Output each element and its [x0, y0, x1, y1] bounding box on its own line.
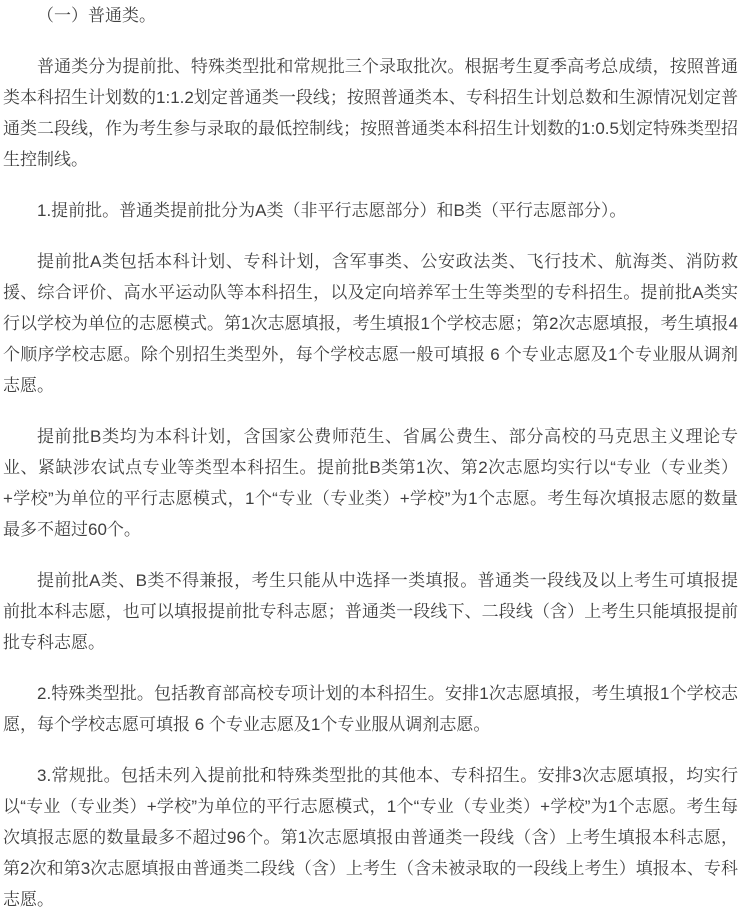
document-paragraph-item-2: 2.特殊类型批。包括教育部高校专项计划的本科招生。安排1次志愿填报，考生填报1个学校志愿，每个学校志愿可填报 6 个专业志愿及1个专业服从调剂志愿。 [3, 684, 738, 734]
section-heading: （一）普通类。 [37, 6, 156, 25]
document-paragraph: 普通类分为提前批、特殊类型批和常规批三个录取批次。根据考生夏季高考总成绩，按照普通类本科招生计划数的1:1.2划定普通类一段线；按照普通类本、专科招生计划总数和生源情况划定普通类二段线，作为考生参与录取的最低控制线；按照普通类本科招生计划数的1:0.5划定特殊类型招生控制线。 [3, 57, 738, 169]
document-paragraph: 提前批B类均为本科计划，含国家公费师范生、省属公费生、部分高校的马克思主义理论专业、紧缺涉农试点专业等类型本科招生。提前批B类第1次、第2次志愿均实行以“专业（专业类）+学校”为单位的平行志愿模式，1个“专业（专业类）+学校”为1个志愿。考生每次填报志愿的数量最多不超过60个。 [3, 427, 738, 539]
document-paragraph-item-3: 3.常规批。包括未列入提前批和特殊类型批的其他本、专科招生。安排3次志愿填报，均实行以“专业（专业类）+学校”为单位的平行志愿模式，1个“专业（专业类）+学校”为1个志愿。考生每次填报志愿的数量最多不超过96个。第1次志愿填报由普通类一段线（含）上考生填报本科志愿，第2次和第3次志愿填报由普通类二段线（含）上考生（含未被录取的一段线上考生）填报本、专科志愿。 [3, 766, 738, 909]
document-paragraph-item-1: 1.提前批。普通类提前批分为A类（非平行志愿部分）和B类（平行志愿部分）。 [37, 201, 627, 220]
document-paragraph: 提前批A类、B类不得兼报，考生只能从中选择一类填报。普通类一段线及以上考生可填报提前批本科志愿，也可以填报提前批专科志愿；普通类一段线下、二段线（含）上考生只能填报提前批专科志愿。 [3, 571, 738, 652]
document-paragraph: 提前批A类包括本科计划、专科计划，含军事类、公安政法类、飞行技术、航海类、消防救援、综合评价、高水平运动队等本科招生，以及定向培养军士生等类型的专科招生。提前批A类实行以学校为单位的志愿模式。第1次志愿填报，考生填报1个学校志愿；第2次志愿填报，考生填报4个顺序学校志愿。除个别招生类型外，每个学校志愿一般可填报 6 个专业志愿及1个专业服从调剂志愿。 [3, 252, 738, 395]
